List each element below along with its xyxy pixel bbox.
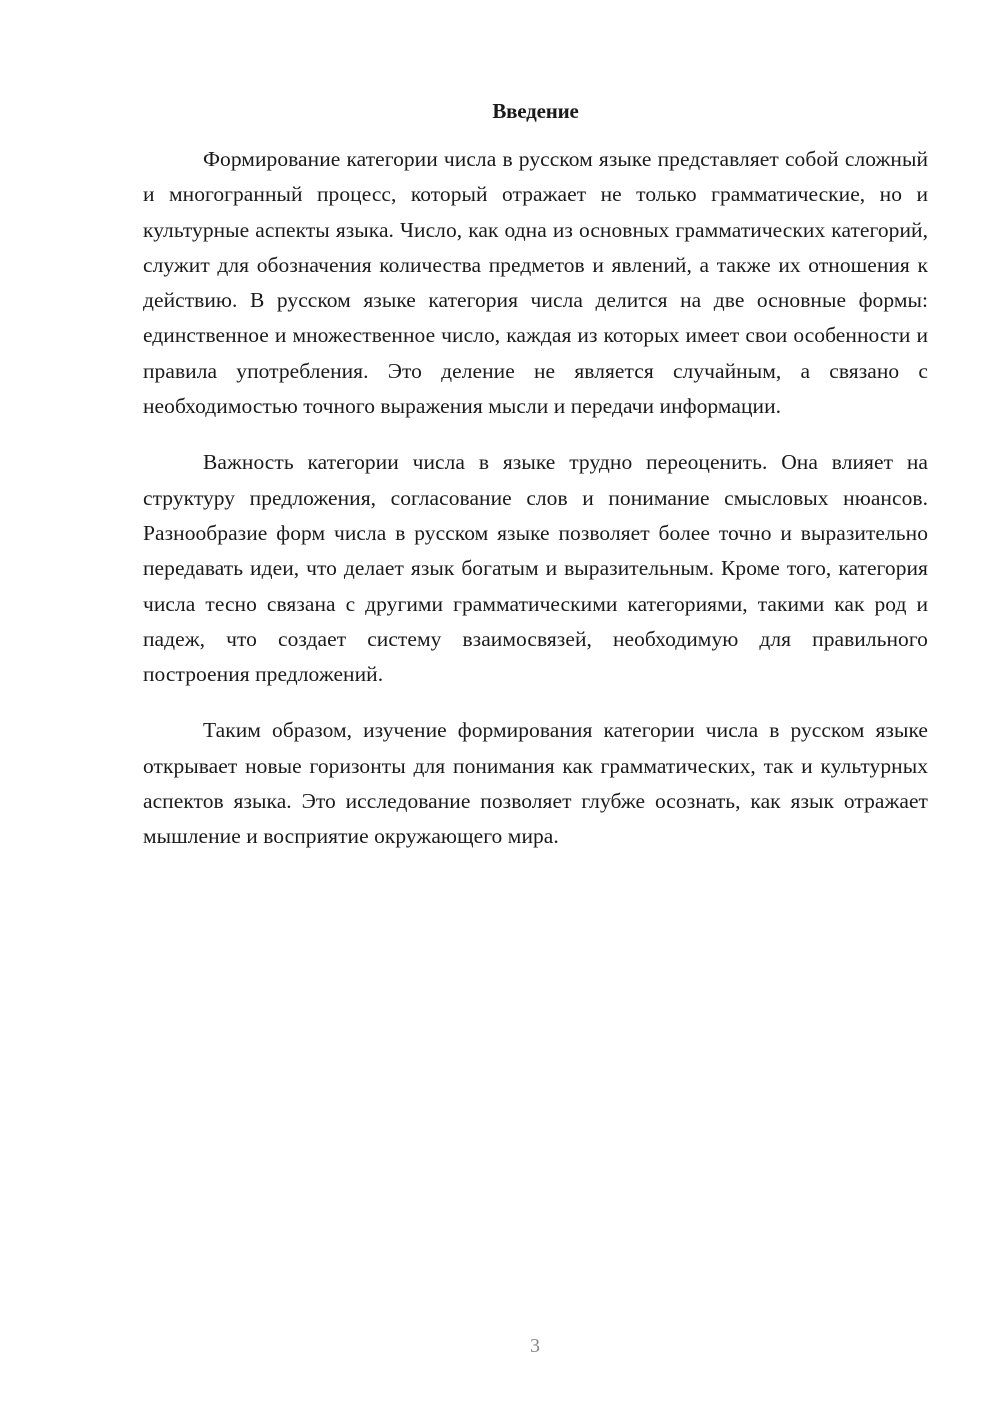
section-heading: Введение <box>492 99 579 123</box>
paragraph-2: Важность категории числа в языке трудно переоценить. Она влияет на структуру предложения, согласование слов и понимание смысловых нюансов. Разнообразие форм числа в русском языке позволяет более точно и выразительно передавать идеи, что делает язык богатым и выразительным. Кроме того, категория числа тесно связана с другими грамматическими категориями, такими как род и падеж, что создает систему взаимосвязей, необходимую для правильного построения предложений. <box>143 450 928 687</box>
paragraph-1: Формирование категории числа в русском языке представляет собой сложный и многогранный процесс, который отражает не только грамматические, но и культурные аспекты языка. Число, как одна из основных грамматических категорий, служит для обозначения количества предметов и явлений, а также их отношения к действию. В русском языке категория числа делится на две основные формы: единственное и множественное число, каждая из которых имеет свои особенности и правила употребления. Это деление не является случайным, а связано с необходимостью точного выражения мысли и передачи информации. <box>143 147 928 419</box>
page-number: 3 <box>530 1335 540 1357</box>
paragraph-3: Таким образом, изучение формирования категории числа в русском языке открывает новые горизонты для понимания как грамматических, так и культурных аспектов языка. Это исследование позволяет глубже осознать, как язык отражает мышление и восприятие окружающего мира. <box>143 718 928 849</box>
body-text <box>143 142 928 876</box>
